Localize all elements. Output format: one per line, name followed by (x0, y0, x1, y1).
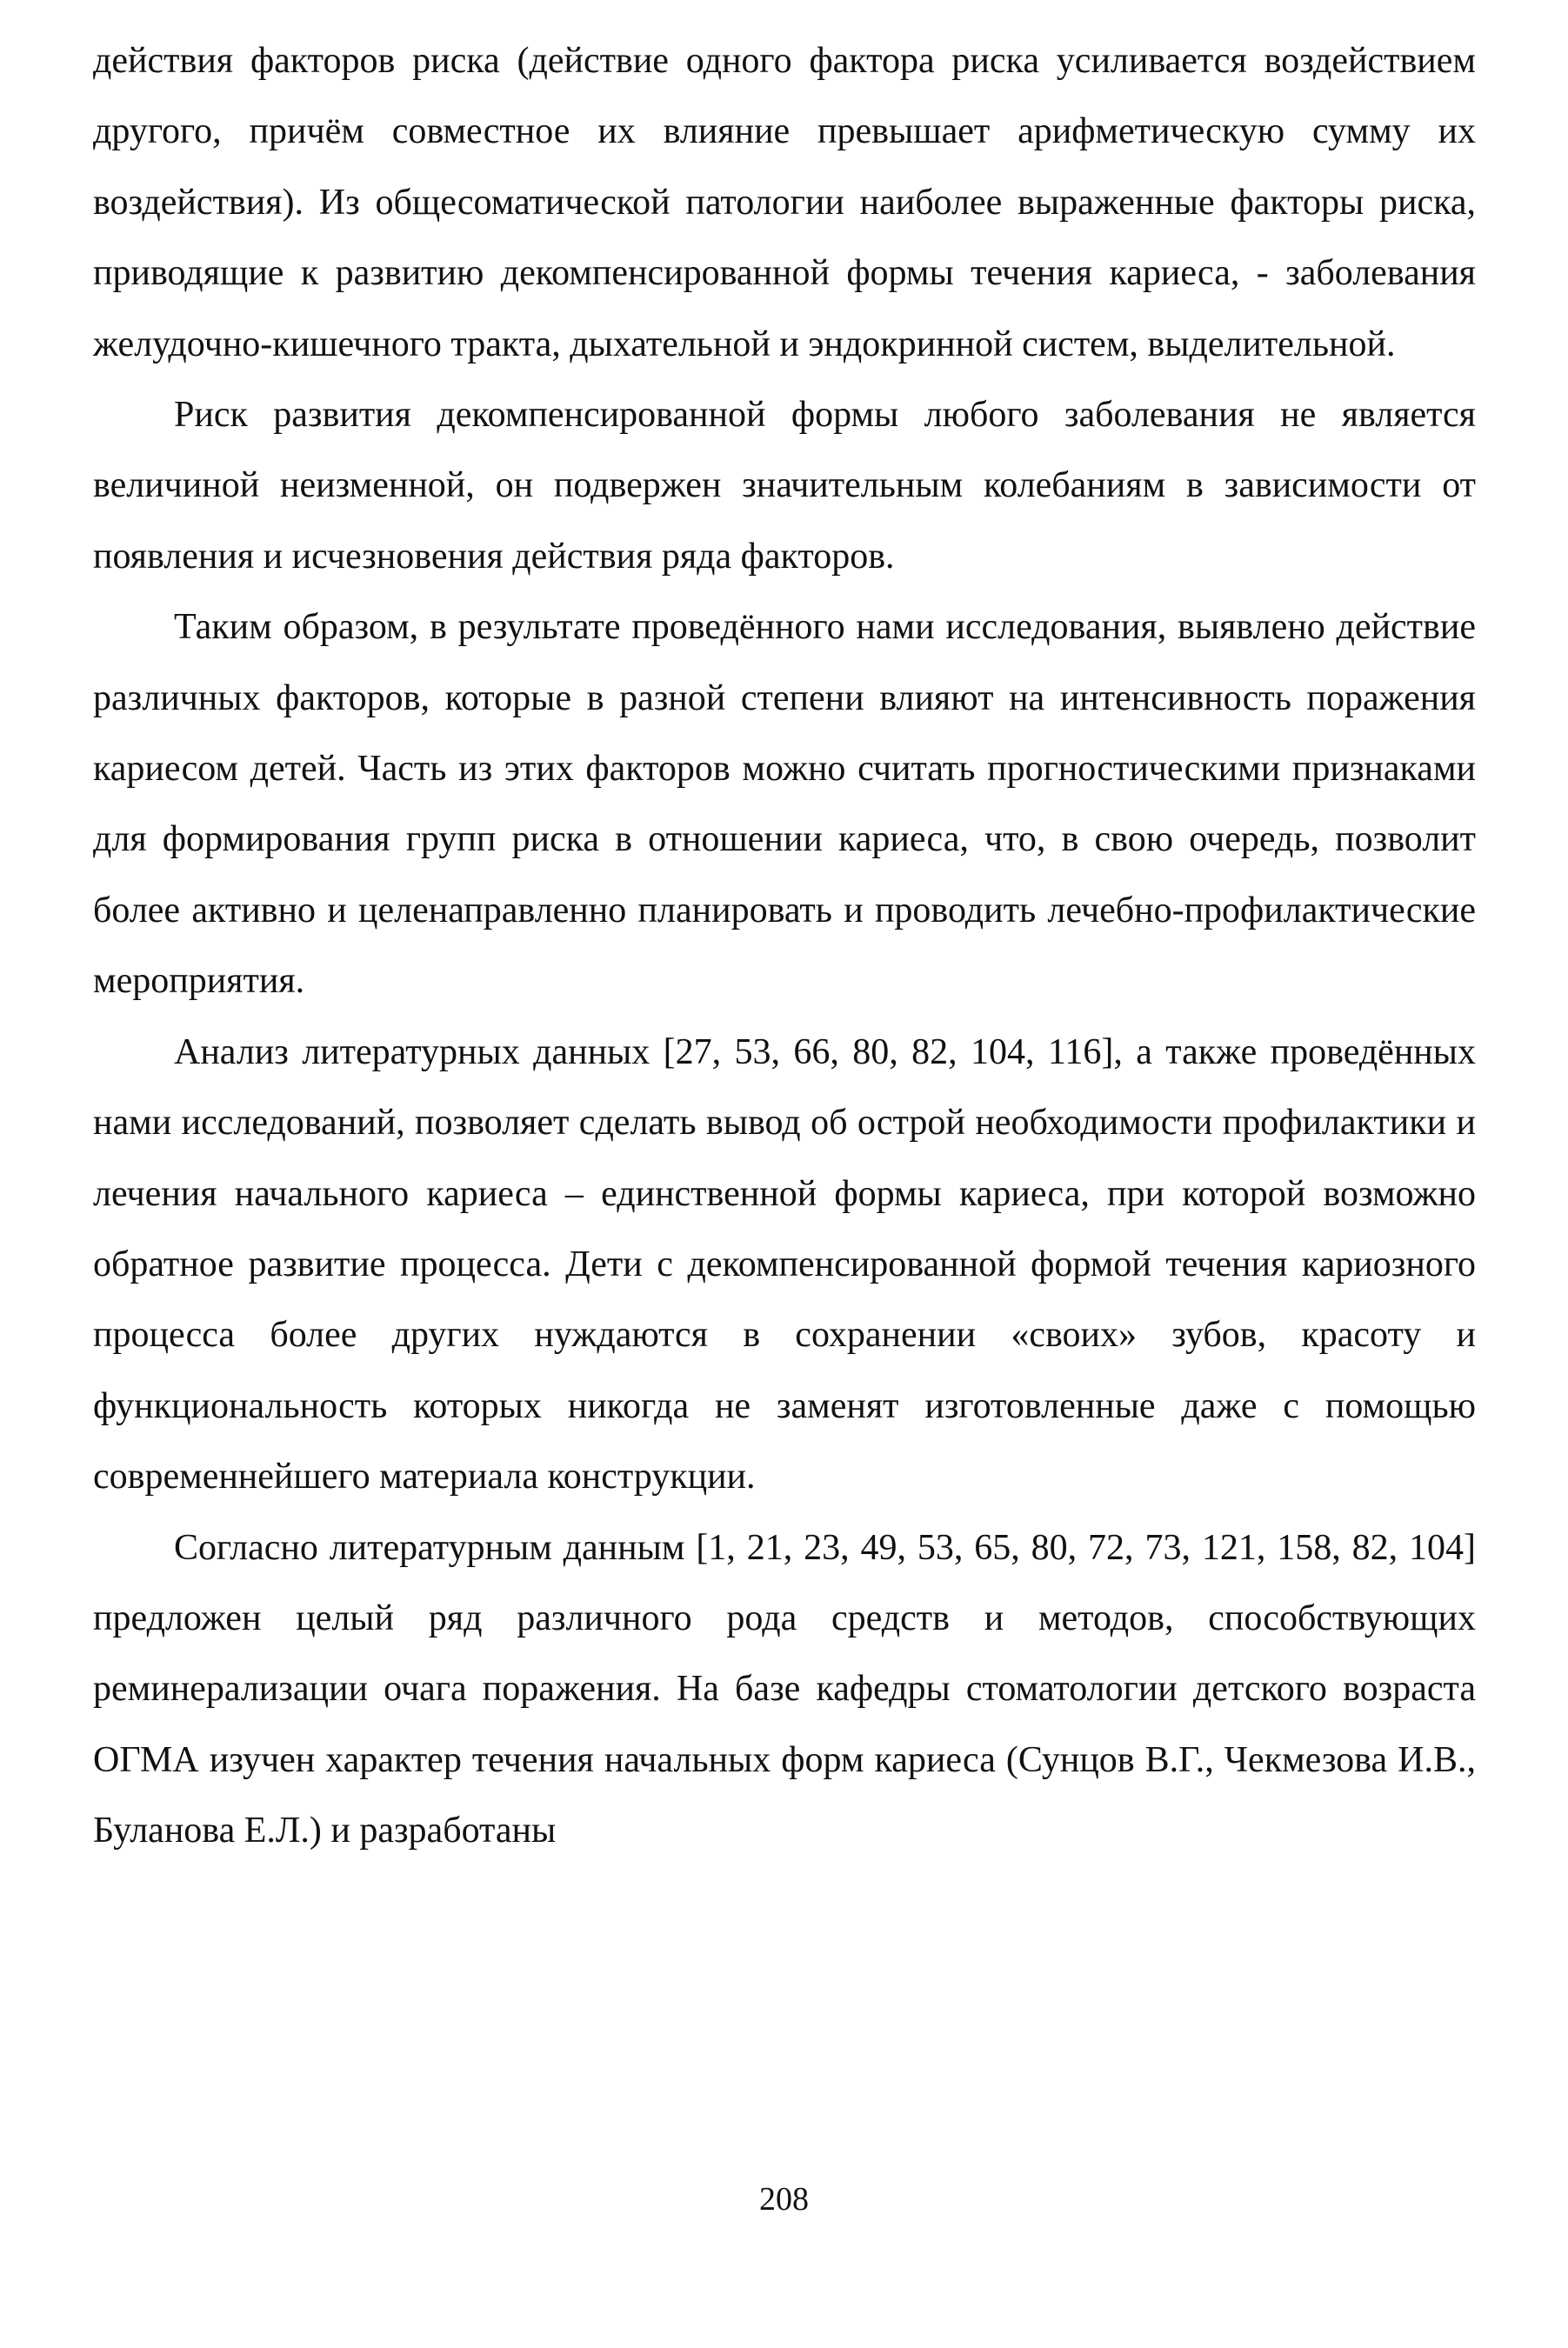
paragraph: Анализ литературных данных [27, 53, 66, 80, 82, 104, 116], а также проведённых нами исследований, позволяет сделать вывод об острой необходимости профилактики и лечения начального кариеса – единственной формы кариеса, при которой возможно обратное развитие процесса. Дети с декомпенсированной формой течения кариозного процесса более других нуждаются в сохранении «своих» зубов, красоту и функциональность которых никогда не заменят изготовленные даже с помощью современнейшего материала конструкции. (93, 1031, 1476, 1498)
page-text-body (93, 26, 1476, 1867)
page-number: 208 (759, 2181, 809, 2218)
paragraph: Риск развития декомпенсированной формы любого заболевания не является величиной неизменной, он подвержен значительным колебаниям в зависимости от появления и исчезновения действия ряда факторов. (93, 395, 1476, 577)
paragraph: Таким образом, в результате проведённого нами исследования, выявлено действие различных факторов, которые в разной степени влияют на интенсивность поражения кариесом детей. Часть из этих факторов можно считать прогностическими признаками для формирования групп риска в отношении кариеса, что, в свою очередь, позволит более активно и целенаправленно планировать и проводить лечебно-профилактические мероприятия. (93, 607, 1476, 1002)
paragraph-continued: действия факторов риска (действие одного фактора риска усиливается воздействием другого, причём совместное их влияние превышает арифметическую сумму их воздействия). Из общесоматической патологии наиболее выраженные факторы риска, приводящие к развитию декомпенсированной формы течения кариеса, - заболевания желудочно-кишечного тракта, дыхательной и эндокринной систем, выделительной. (93, 41, 1476, 364)
paragraph: Согласно литературным данным [1, 21, 23, 49, 53, 65, 80, 72, 73, 121, 158, 82, 104] предложен целый ряд различного рода средств и методов, способствующих реминерализации очага поражения. На базе кафедры стоматологии детского возраста ОГМА изучен характер течения начальных форм кариеса (Сунцов В.Г., Чекмезова И.В., Буланова Е.Л.) и разработаны (93, 1527, 1476, 1851)
